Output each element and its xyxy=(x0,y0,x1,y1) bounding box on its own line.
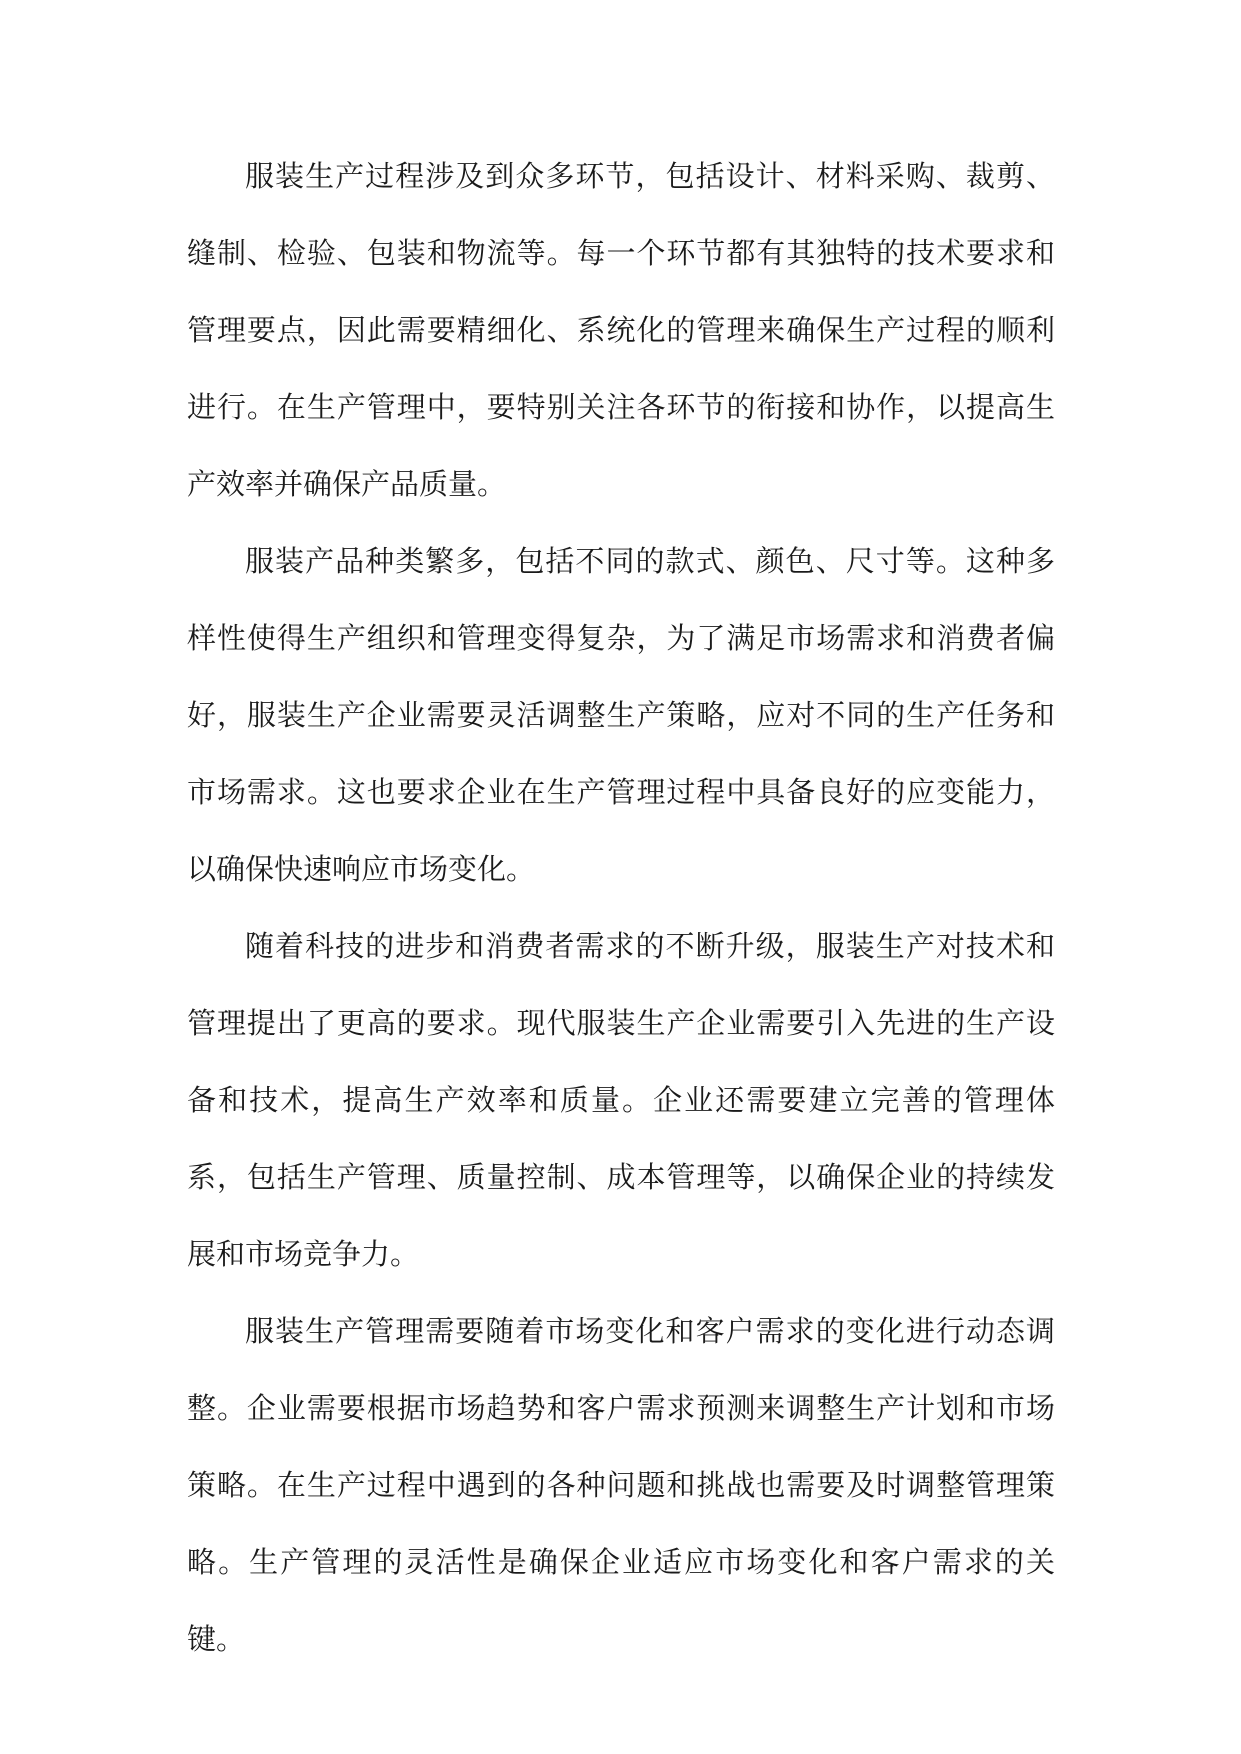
document-body xyxy=(187,138,1055,1678)
paragraph-dynamic-adjustment: 服装生产管理需要随着市场变化和客户需求的变化进行动态调整。企业需要根据市场趋势和客户需求预测来调整生产计划和市场策略。在生产过程中遇到的各种问题和挑战也需要及时调整管理策略。生产管理的灵活性是确保企业适应市场变化和客户需求的关键。 xyxy=(187,1314,1055,1656)
paragraph-technology-management: 随着科技的进步和消费者需求的不断升级，服装生产对技术和管理提出了更高的要求。现代服装生产企业需要引入先进的生产设备和技术，提高生产效率和质量。企业还需要建立完善的管理体系，包括生产管理、质量控制、成本管理等，以确保企业的持续发展和市场竞争力。 xyxy=(187,929,1055,1271)
paragraph-production-process: 服装生产过程涉及到众多环节，包括设计、材料采购、裁剪、缝制、检验、包装和物流等。每一个环节都有其独特的技术要求和管理要点，因此需要精细化、系统化的管理来确保生产过程的顺利进行。在生产管理中，要特别关注各环节的衔接和协作，以提高生产效率并确保产品质量。 xyxy=(187,159,1055,501)
paragraph-product-variety: 服装产品种类繁多，包括不同的款式、颜色、尺寸等。这种多样性使得生产组织和管理变得复杂，为了满足市场需求和消费者偏好，服装生产企业需要灵活调整生产策略，应对不同的生产任务和市场需求。这也要求企业在生产管理过程中具备良好的应变能力，以确保快速响应市场变化。 xyxy=(187,544,1055,886)
